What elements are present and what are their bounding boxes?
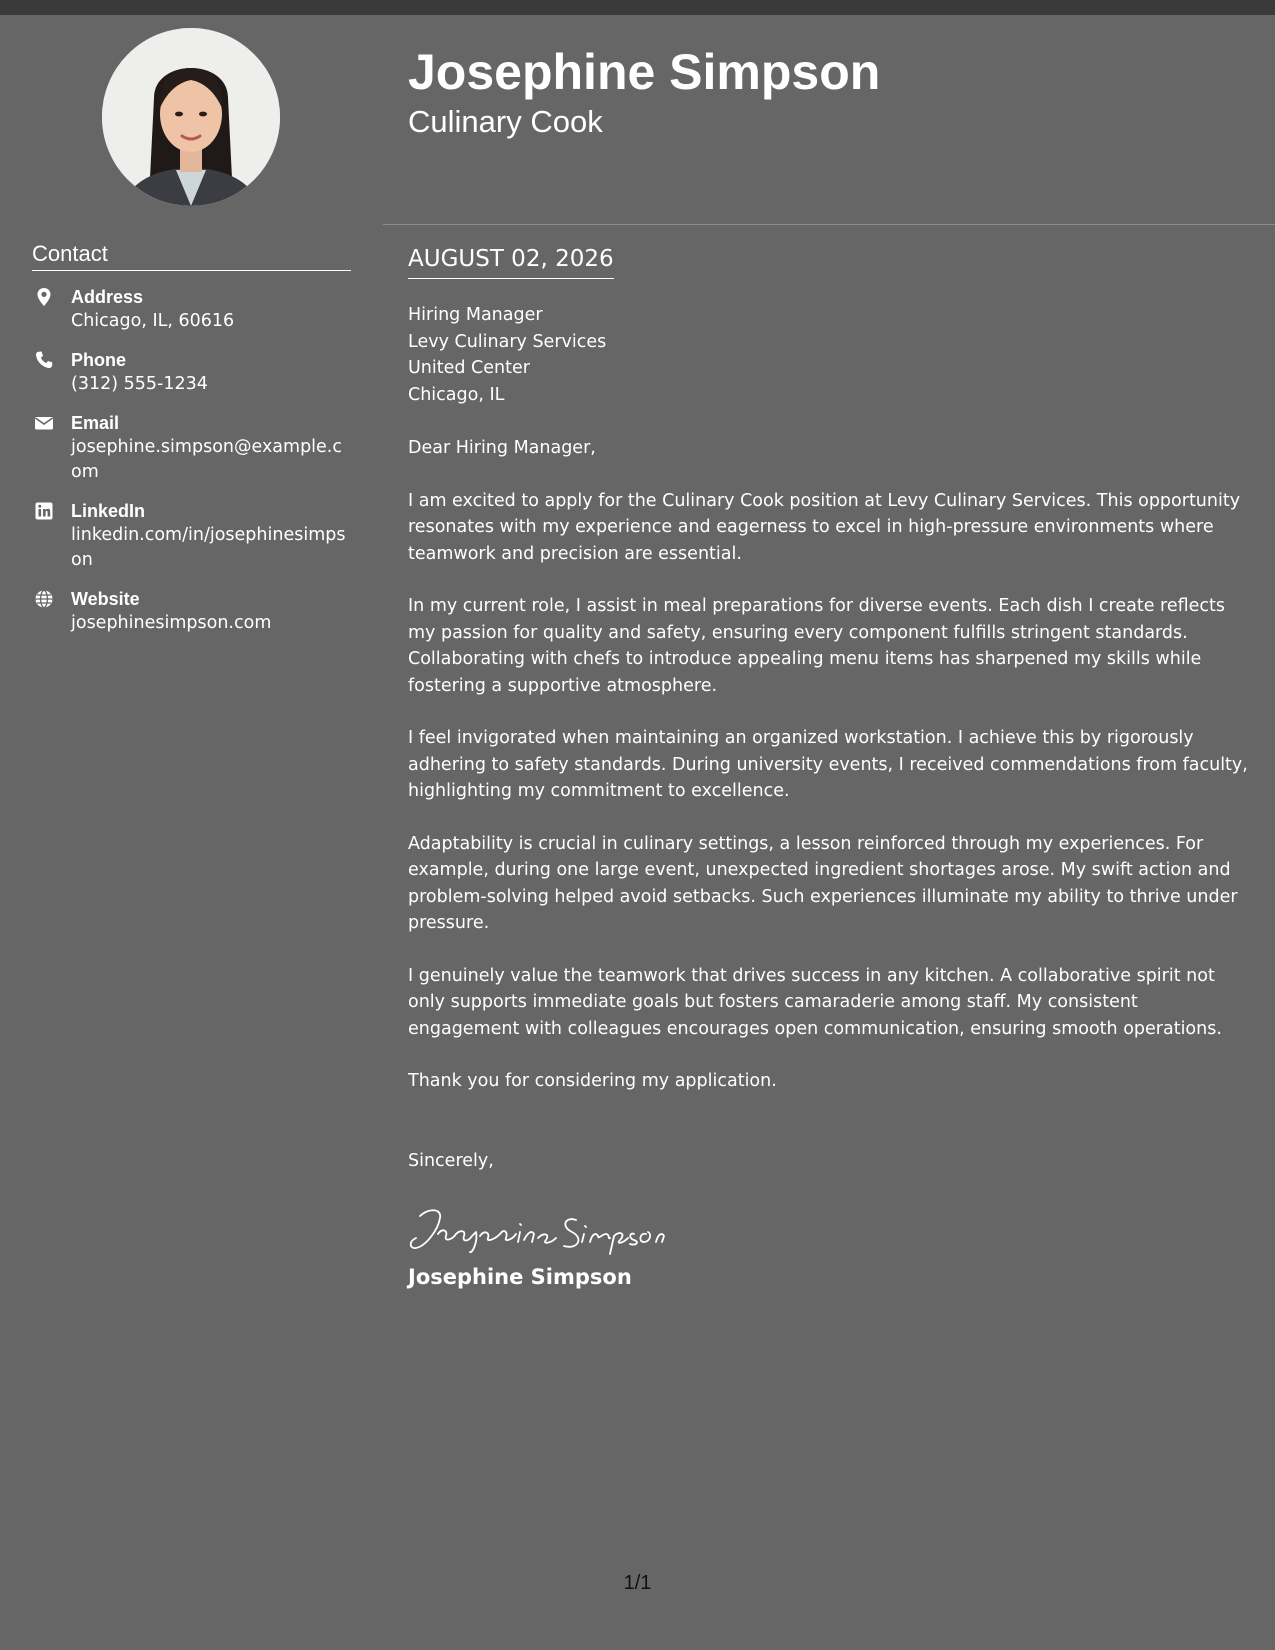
profile-photo xyxy=(102,28,280,206)
body-paragraph: I am excited to apply for the Culinary Cook position at Levy Culinary Services. This opportunity resonates with my experience and eagerness to excel in high-pressure environments where teamwork and precision are essential. xyxy=(408,490,1241,564)
linkedin-icon xyxy=(34,501,54,521)
phone-icon xyxy=(34,350,54,370)
recipient-line: United Center xyxy=(408,358,530,378)
recipient-line: Hiring Manager xyxy=(408,305,543,325)
body-paragraph: Thank you for considering my application. xyxy=(408,1071,777,1091)
contact-value: (312) 555-1234 xyxy=(71,374,208,394)
contact-value: josephinesimpson.com xyxy=(71,613,272,633)
envelope-icon xyxy=(34,413,54,433)
top-bar xyxy=(0,0,1275,15)
applicant-name: Josephine Simpson xyxy=(408,44,881,100)
contact-heading: Contact xyxy=(32,240,351,271)
page-number: 1/1 xyxy=(623,1572,652,1594)
job-title: Culinary Cook xyxy=(408,104,603,139)
recipient-line: Levy Culinary Services xyxy=(408,331,607,352)
header-divider xyxy=(383,224,1275,225)
contact-address xyxy=(32,285,352,334)
recipient-line: Chicago, IL xyxy=(408,384,505,405)
letter-date: AUGUST 02, 2026 xyxy=(408,244,614,279)
contact-website xyxy=(32,587,352,636)
contact-value: josephine.simpson@example.com xyxy=(71,437,342,482)
salutation: Dear Hiring Manager, xyxy=(408,438,596,458)
location-pin-icon xyxy=(34,287,54,307)
recipient-block xyxy=(408,302,1250,408)
globe-icon xyxy=(34,589,54,609)
signature xyxy=(408,1202,678,1258)
contact-value: linkedin.com/in/josephinesimpson xyxy=(71,525,346,570)
contact-label: Website xyxy=(71,589,140,609)
closing: Sincerely, xyxy=(408,1150,494,1171)
contact-label: Address xyxy=(71,287,144,307)
contact-phone xyxy=(32,348,352,397)
contact-list xyxy=(32,285,352,650)
body-paragraph: I feel invigorated when maintaining an organized workstation. I achieve this by rigorously adhering to safety standards. During university events, I received commendations from faculty, highlighting my commitment to excellence. xyxy=(408,728,1248,801)
body-paragraph: I genuinely value the teamwork that drives success in any kitchen. A collaborative spirit not only supports immediate goals but fosters camaraderie among staff. My consistent engagement with colleagues encourages open communication, ensuring smooth operations. xyxy=(408,965,1222,1039)
body-paragraph: In my current role, I assist in meal preparations for diverse events. Each dish I create reflects my passion for quality and safety, ensuring every component fulfills stringent standards. Collaborating with chefs to introduce appealing menu items has sharpened my skills while fostering a supportive atmosphere. xyxy=(408,596,1225,696)
signer-name: Josephine Simpson xyxy=(408,1265,632,1289)
contact-label: Email xyxy=(71,413,120,433)
contact-linkedin xyxy=(32,499,352,573)
body-paragraph: Adaptability is crucial in culinary settings, a lesson reinforced through my experiences. For example, during one large event, unexpected ingredient shortages arose. My swift action and problem-solving helped avoid setbacks. Such experiences illuminate my ability to thrive under pressure. xyxy=(408,833,1238,933)
contact-value: Chicago, IL, 60616 xyxy=(71,311,235,331)
contact-email xyxy=(32,411,352,485)
letter-body xyxy=(408,302,1250,1292)
contact-label: Phone xyxy=(71,350,127,370)
contact-label: LinkedIn xyxy=(71,501,146,521)
